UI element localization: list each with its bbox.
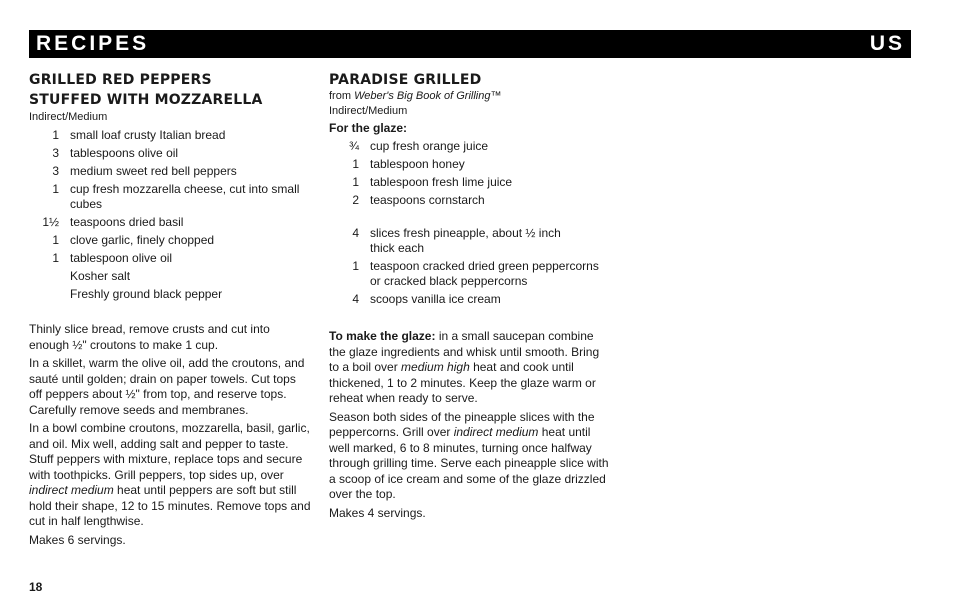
ingredient-qty: 1½ (42, 215, 59, 229)
ingredient-qty: 1 (52, 128, 59, 142)
recipe-source (329, 89, 611, 104)
instruction-paragraph (329, 410, 611, 503)
ingredient-qty (29, 269, 70, 284)
recipe-paradise-grilled (329, 70, 611, 524)
ingredient-item (29, 287, 311, 302)
ingredient-text: cup fresh orange juice (370, 139, 489, 153)
ingredient-text: scoops vanilla ice cream (370, 292, 501, 306)
recipe-title: PARADISE GRILLED (329, 72, 482, 88)
recipe-title-line: STUFFED WITH MOZZARELLA (29, 92, 263, 108)
recipe-title (29, 70, 311, 110)
ingredient-text: teaspoon cracked dried green peppercorns or cracked black peppercorns (370, 259, 599, 288)
instruction-text: in a small saucepan combine the glaze ingredients and whisk until smooth. Bring to a boil over (329, 329, 600, 374)
cooking-method: Indirect/Medium (329, 105, 408, 117)
instruction-paragraph: Thinly slice bread, remove crusts and cut into enough ½" croutons to make 1 cup. (29, 322, 270, 352)
ingredient-item (29, 251, 311, 266)
ingredient-qty: 1 (52, 182, 59, 196)
ingredient-qty: 4 (352, 292, 359, 306)
ingredient-qty: 1 (52, 233, 59, 247)
ingredient-text: Kosher salt (70, 269, 131, 283)
instruction-text: Season both sides of the pineapple slices with the peppercorns. Grill over (329, 409, 595, 439)
instruction-text: heat until peppers are soft but still hold their shape, 12 to 15 minutes. Remove tops and cut in half lengthwise. (29, 483, 311, 528)
glaze-ingredient-list (329, 139, 611, 208)
instruction-paragraph (329, 329, 611, 407)
instruction-text: heat until well marked, 6 to 8 minutes, turning once halfway through grilling time. Serve each pineapple slice with a scoop of ice cream and some of the glaze drizzled over the top. (329, 425, 609, 501)
region-label: US (869, 32, 905, 55)
ingredient-text: tablespoon olive oil (70, 251, 173, 265)
ingredient-item (29, 128, 311, 143)
recipe-grilled-red-peppers (29, 70, 311, 551)
servings-note: Makes 4 servings. (329, 505, 426, 520)
ingredient-item (329, 226, 611, 256)
ingredient-text: medium sweet red bell peppers (70, 164, 237, 178)
instruction-paragraph: In a skillet, warm the olive oil, add the croutons, and sauté until golden; drain on paper towels. Cut tops off peppers about ½" from top, and reserve tops. Carefully remove seeds and membranes. (29, 356, 305, 417)
section-title: RECIPES (36, 32, 150, 55)
instruction-emphasis: indirect medium (453, 425, 539, 439)
ingredient-item (29, 146, 311, 161)
ingredient-text: tablespoon honey (370, 157, 465, 171)
cooking-method: Indirect/Medium (29, 111, 108, 123)
ingredient-item (29, 233, 311, 248)
ingredient-qty: 1 (352, 175, 359, 189)
ingredient-item (29, 215, 311, 230)
ingredient-text: cup fresh mozzarella cheese, cut into small cubes (70, 182, 300, 211)
instruction-text: In a bowl combine croutons, mozzarella, basil, garlic, and oil. Mix well, adding salt and pepper to taste. Stuff peppers with mixture, replace tops and secure with toothpicks. Grill peppers, top sides up, over (29, 421, 310, 482)
ingredient-list (29, 128, 311, 302)
ingredient-qty: ¾ (348, 139, 359, 153)
ingredient-text: tablespoons olive oil (70, 146, 179, 160)
ingredient-qty: 3 (52, 146, 59, 160)
ingredient-text: slices fresh pineapple, about ½ inch thick each (370, 226, 561, 255)
ingredient-qty: 1 (352, 157, 359, 171)
source-book: Weber's Big Book of Grilling™ (354, 90, 502, 102)
ingredient-qty: 1 (352, 259, 359, 273)
source-prefix: from (329, 90, 355, 102)
ingredient-text: teaspoons dried basil (70, 215, 184, 229)
page-number: 18 (29, 580, 43, 594)
instruction-paragraph (29, 421, 311, 530)
ingredient-text: small loaf crusty Italian bread (70, 128, 226, 142)
ingredient-qty: 2 (352, 193, 359, 207)
ingredient-qty (29, 287, 70, 302)
recipe-title-line: GRILLED RED PEPPERS (29, 72, 212, 88)
ingredient-item (329, 175, 611, 190)
ingredient-item (29, 164, 311, 179)
instruction-emphasis: indirect medium (29, 483, 114, 497)
ingredient-text: clove garlic, finely chopped (70, 233, 215, 247)
glaze-heading: For the glaze: (329, 121, 408, 135)
ingredient-qty: 3 (52, 164, 59, 178)
ingredient-item (29, 182, 311, 212)
instruction-lead: To make the glaze: (329, 329, 436, 343)
ingredient-item (329, 259, 611, 289)
servings-note: Makes 6 servings. (29, 532, 126, 547)
ingredient-item (329, 157, 611, 172)
ingredient-text: tablespoon fresh lime juice (370, 175, 513, 189)
ingredient-text: teaspoons cornstarch (370, 193, 485, 207)
section-header-bar (29, 30, 911, 58)
ingredient-qty: 1 (52, 251, 59, 265)
ingredient-item (29, 269, 311, 284)
instruction-emphasis: medium high (401, 360, 470, 374)
ingredient-item (329, 292, 611, 307)
ingredient-item (329, 193, 611, 208)
ingredient-qty: 4 (352, 226, 359, 240)
instruction-text: heat and cook until thickened, 1 to 2 minutes. Keep the glaze warm or reheat when ready to serve. (329, 360, 596, 405)
ingredient-item (329, 139, 611, 154)
ingredient-list (329, 226, 611, 307)
ingredient-text: Freshly ground black pepper (70, 287, 223, 301)
